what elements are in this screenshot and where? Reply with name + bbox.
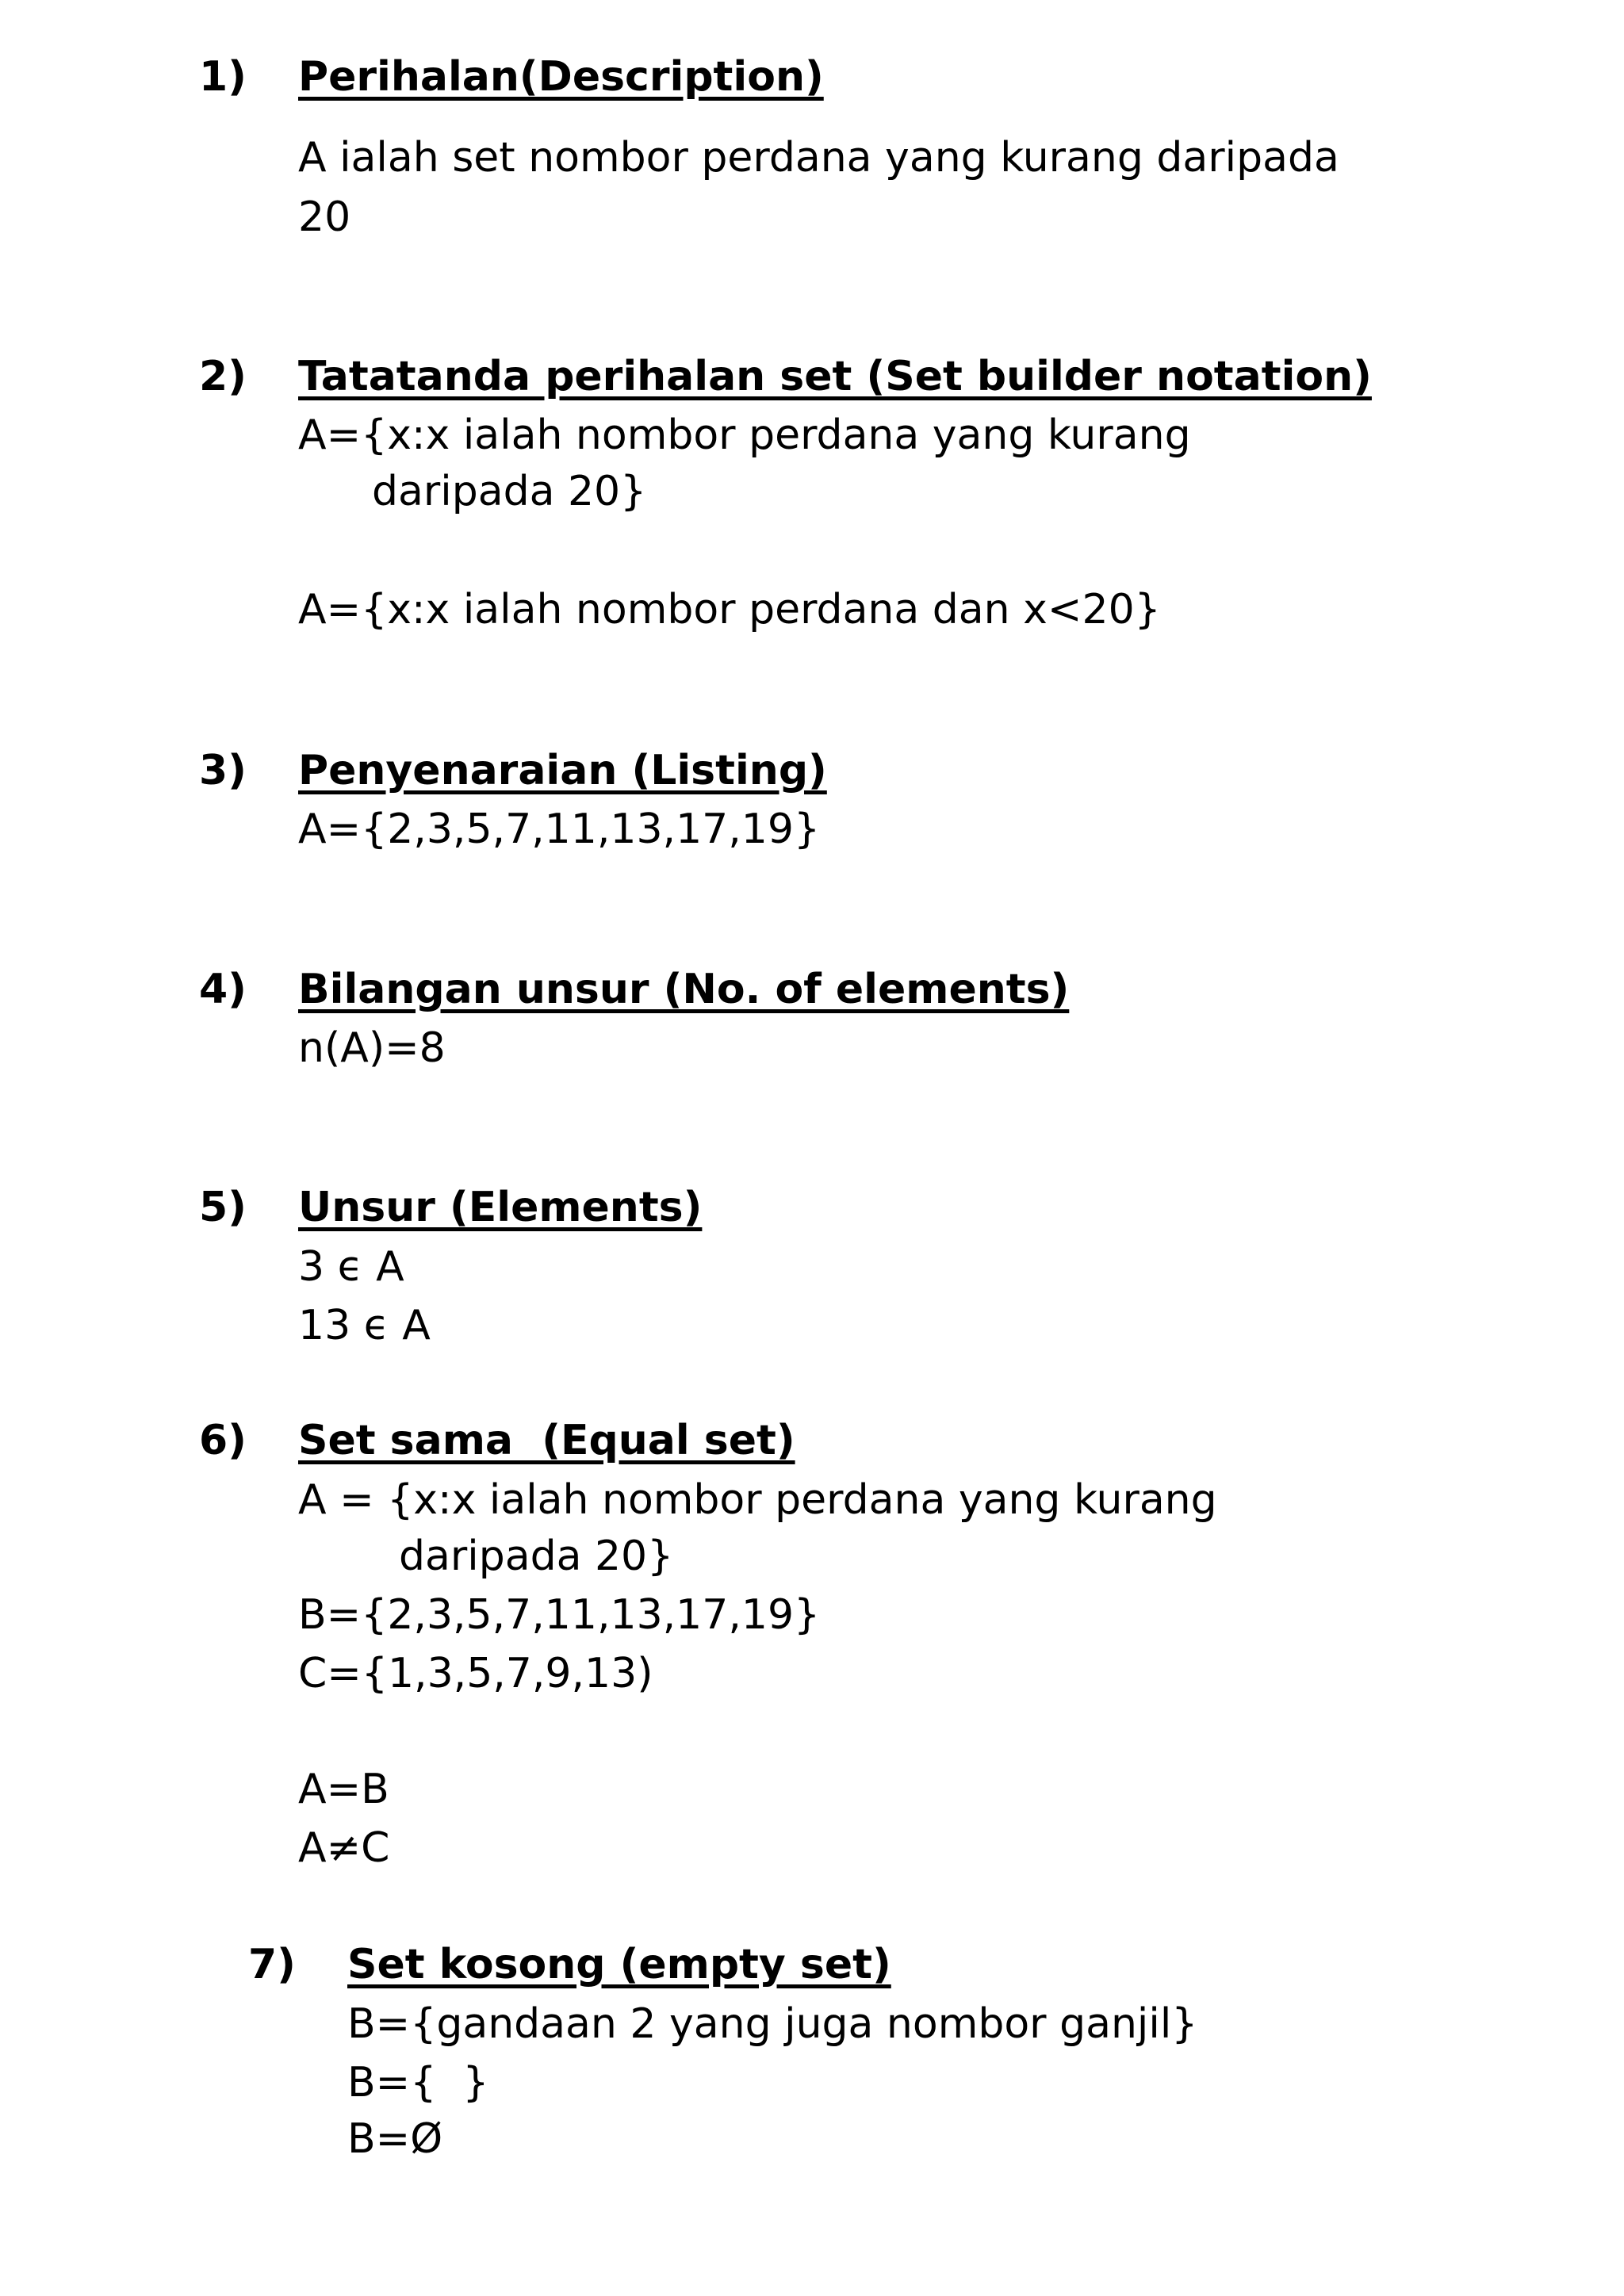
section-number: 3): [199, 747, 247, 794]
equal-set-line: A = {x:x ialah nombor perdana yang kurang: [298, 1476, 1217, 1524]
empty-set-line: B=Ø: [347, 2115, 443, 2163]
section-heading-listing: Penyenaraian (Listing): [298, 747, 827, 794]
section-heading-no-of-elements: Bilangan unsur (No. of elements): [298, 966, 1070, 1013]
equal-set-line: A≠C: [298, 1824, 390, 1872]
description-text: A ialah set nombor perdana yang kurang daripada: [298, 134, 1339, 182]
equal-set-line: C={1,3,5,7,9,13): [298, 1650, 653, 1697]
section-heading-elements: Unsur (Elements): [298, 1184, 703, 1231]
section-heading-equal-set: Set sama (Equal set): [298, 1417, 795, 1464]
section-number: 1): [199, 53, 247, 101]
section-number: 6): [199, 1417, 247, 1464]
section-heading-empty-set: Set kosong (empty set): [347, 1941, 891, 1988]
section-number: 5): [199, 1184, 247, 1231]
section-number: 7): [248, 1941, 296, 1988]
equal-set-line: daripada 20}: [399, 1533, 674, 1580]
empty-set-line: B={gandaan 2 yang juga nombor ganjil}: [347, 2000, 1198, 2048]
count-line: n(A)=8: [298, 1024, 446, 1072]
empty-set-line: B={ }: [347, 2059, 489, 2107]
equal-set-line: B={2,3,5,7,11,13,17,19}: [298, 1591, 821, 1639]
section-heading-set-builder: Tatatanda perihalan set (Set builder notation): [298, 353, 1372, 400]
listing-line: A={2,3,5,7,11,13,17,19}: [298, 806, 821, 853]
section-number: 2): [199, 353, 247, 400]
set-builder-line: A={x:x ialah nombor perdana dan x<20}: [298, 586, 1161, 633]
section-heading-description: Perihalan(Description): [298, 53, 824, 101]
set-builder-line: daripada 20}: [372, 468, 647, 515]
element-line: 13 ϵ A: [298, 1302, 431, 1349]
set-builder-line: A={x:x ialah nombor perdana yang kurang: [298, 411, 1191, 459]
section-number: 4): [199, 966, 247, 1013]
description-text: 20: [298, 193, 351, 241]
element-line: 3 ϵ A: [298, 1243, 404, 1291]
equal-set-line: A=B: [298, 1766, 389, 1813]
